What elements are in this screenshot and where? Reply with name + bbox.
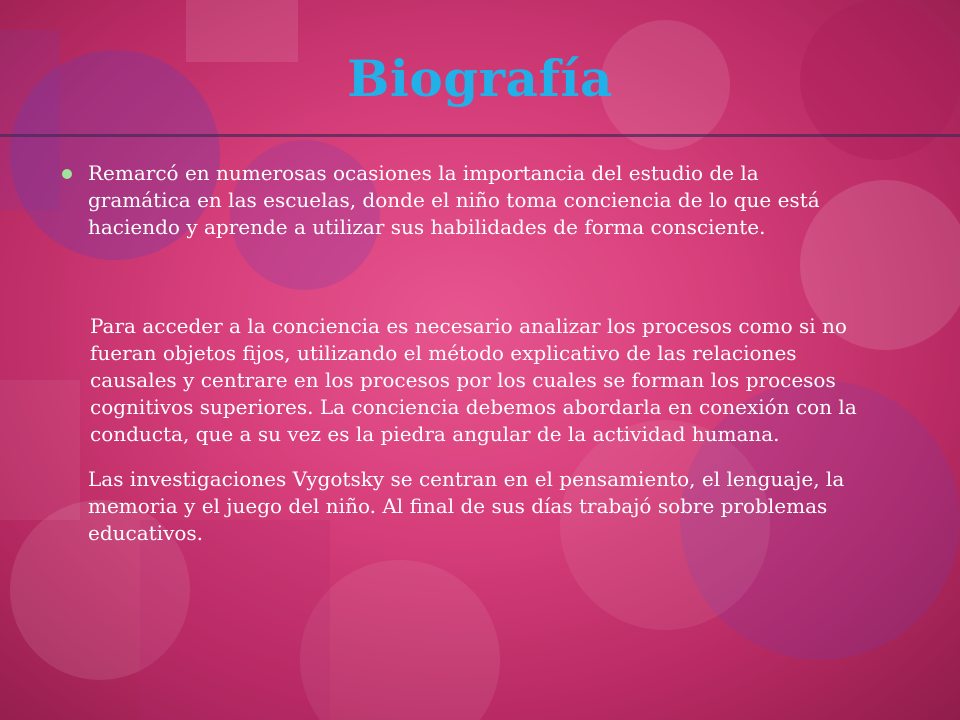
slide-title: Biografía: [347, 49, 613, 108]
bullet-dot-icon: [62, 169, 72, 179]
paragraph-line: Las investigaciones Vygotsky se centran en el pensamiento, el lenguaje, la: [88, 467, 845, 491]
paragraph-line: educativos.: [88, 521, 204, 545]
slide-body: [58, 160, 948, 547]
bullet-text-line: gramática en las escuelas, donde el niño toma conciencia de lo que está: [88, 188, 820, 212]
paragraph-line: causales y centrare en los procesos por los cuales se forman los procesos: [90, 368, 836, 392]
paragraph-line: fueran objetos fijos, utilizando el método explicativo de las relaciones: [90, 341, 797, 365]
deco-circle: [300, 560, 500, 720]
body-paragraph: [58, 466, 948, 547]
paragraph-line: Para acceder a la conciencia es necesario analizar los procesos como si no: [90, 314, 847, 338]
paragraph-line: cognitivos superiores. La conciencia debemos abordarla en conexión con la: [90, 395, 857, 419]
bullet-item: [58, 160, 948, 241]
body-paragraph: [58, 313, 948, 448]
bullet-text-line: haciendo y aprende a utilizar sus habilidades de forma consciente.: [88, 215, 766, 239]
paragraph-line: memoria y el juego del niño. Al final de sus días trabajó sobre problemas: [88, 494, 828, 518]
title-divider: [0, 134, 960, 137]
deco-square: [186, 0, 298, 62]
deco-square: [140, 520, 330, 720]
paragraph-line: conducta, que a su vez es la piedra angular de la actividad humana.: [90, 422, 780, 446]
bullet-text-line: Remarcó en numerosas ocasiones la importancia del estudio de la: [88, 161, 759, 185]
